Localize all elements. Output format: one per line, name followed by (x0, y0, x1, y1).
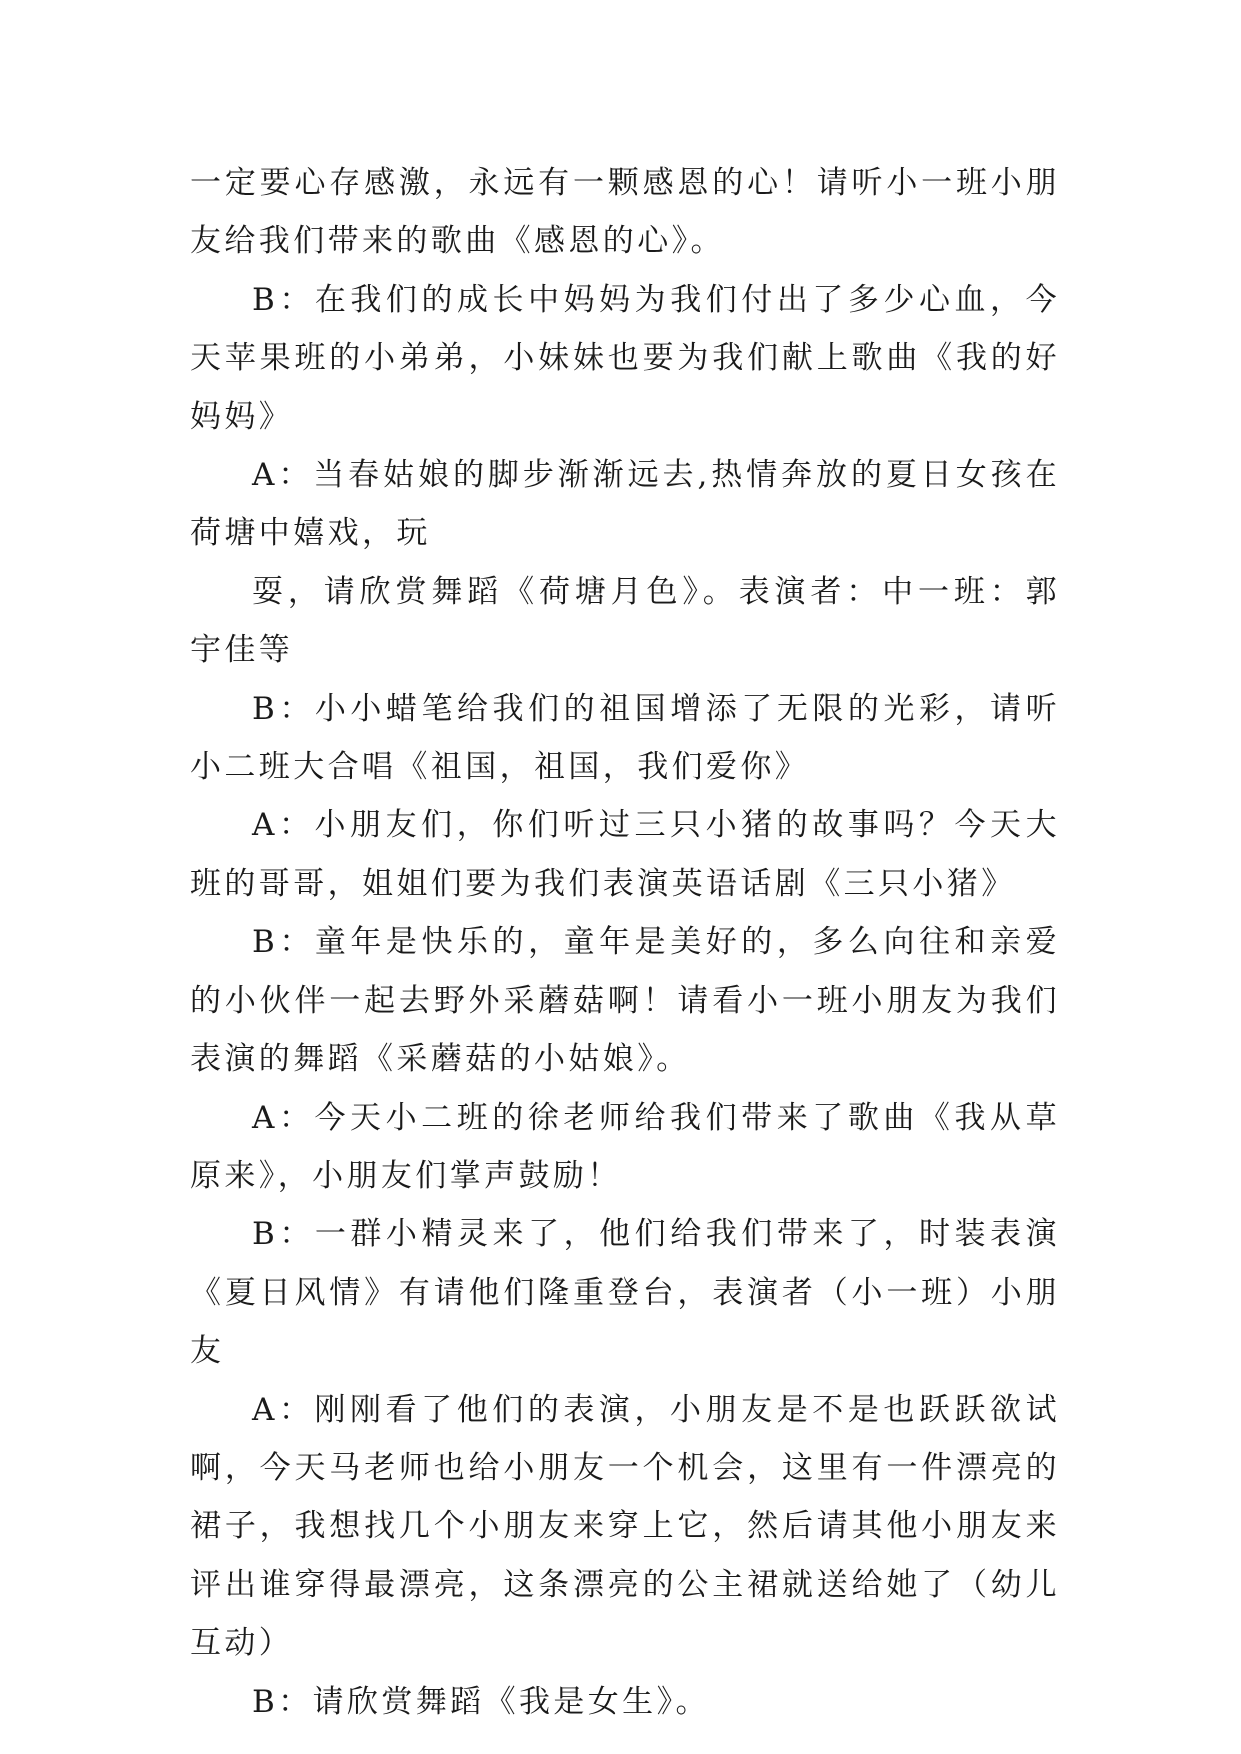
paragraph-9: B：一群小精灵来了，他们给我们带来了，时装表演《夏日风情》有请他们隆重登台，表演者（小一班）小朋友 (190, 1216, 1060, 1370)
paragraph-4: 耍，请欣赏舞蹈《荷塘月色》。表演者：中一班：郭宇佳等 (190, 573, 1060, 669)
paragraph-5: B：小小蜡笔给我们的祖国增添了无限的光彩，请听小二班大合唱《祖国，祖国，我们爱你》 (190, 690, 1060, 786)
paragraph-6: A：小朋友们，你们听过三只小猪的故事吗？今天大班的哥哥，姐姐们要为我们表演英语话剧《三只小猪》 (190, 807, 1060, 902)
paragraph-8: A：今天小二班的徐老师给我们带来了歌曲《我从草原来》，小朋友们掌声鼓励！ (190, 1099, 1060, 1194)
paragraph-11: B：请欣赏舞蹈《我是女生》。 (252, 1683, 710, 1720)
paragraph-1: 一定要心存感激，永远有一颗感恩的心！请听小一班小朋友给我们带来的歌曲《感恩的心》。 (190, 165, 1060, 260)
paragraph-2: B：在我们的成长中妈妈为我们付出了多少心血，今天苹果班的小弟弟，小妹妹也要为我们献上歌曲《我的好妈妈》 (190, 281, 1060, 435)
document-body (190, 154, 1060, 1731)
paragraph-3: A：当春姑娘的脚步渐渐远去,热情奔放的夏日女孩在荷塘中嬉戏，玩 (190, 457, 1060, 552)
paragraph-10: A：刚刚看了他们的表演，小朋友是不是也跃跃欲试啊，今天马老师也给小朋友一个机会，这里有一件漂亮的裙子，我想找几个小朋友来穿上它，然后请其他小朋友来评出谁穿得最漂亮，这条漂亮的公主裙就送给她了（幼儿互动） (190, 1391, 1060, 1662)
paragraph-7: B：童年是快乐的，童年是美好的，多么向往和亲爱的小伙伴一起去野外采蘑菇啊！请看小一班小朋友为我们表演的舞蹈《采蘑菇的小姑娘》。 (190, 924, 1060, 1078)
